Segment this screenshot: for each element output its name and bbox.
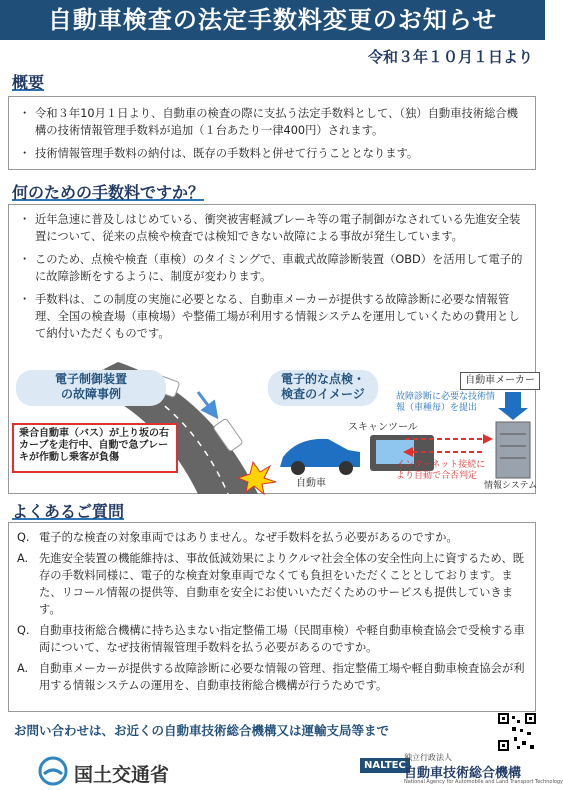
purpose-item: ・ このため、点検や検査（車検）のタイミングで、車載式故障診断装置（OBD）を活用して電子的に故障診断をするように、制度が変わります。 [19,253,523,283]
overview-item: ・ 技術情報管理手数料の納付は、既存の手数料と併せて行うこととなります。 [19,147,419,160]
naltec-english: National Agency for Automobile and Land Transport Technology [404,779,563,785]
faq-question: Q. 電子的な検査の対象車両ではありません。なぜ手数料を払う必要があるのですか。 [17,531,458,544]
purpose-heading: 何のための手数料ですか？ [12,183,205,202]
purpose-item: ・ 手数料は、この制度の実施に必要となる、自動車メーカーが提供する故障診断に必要な情報管理、全国の検査場（車検場）や整備工場が利用する情報システムを運用していくための費用として納付いただくものです。 [19,293,520,340]
page-title: 自動車検査の法定手数料変更のお知らせ [0,0,545,40]
left-illustration-title: 電子制御装置 の故障事例 [16,370,166,406]
mlit-logo-icon [38,756,68,786]
overview-box [8,96,536,170]
effective-date: 令和３年１０月１日より [367,48,533,66]
incident-description: 乗合自動車（バス）が上り坂の右カーブを走行中、自動で急ブレーキが作動し乗客が負傷 [12,423,178,473]
system-label: 情報システム [484,481,538,491]
faq-answer: A. 自動車メーカーが提供する故障診断に必要な情報の管理、指定整備工場や軽自動車検査協会が利用する情報システムの運用を、自動車技術総合機構が行うためです。 [17,662,525,692]
purpose-item: ・ 近年急速に普及しはじめている、衝突被害軽減ブレーキ等の電子制御がなされている先進安全装置について、従来の点検や検査では検知できない故障による事故が発生しています。 [19,213,521,243]
right-illustration-title: 電子的な点検・ 検査のイメージ [268,370,378,406]
server-icon [496,422,530,478]
naltec-sub: 独立行政法人 [404,753,452,762]
naltec-abbr: NALTEC [360,758,410,773]
contact-text: お問い合わせは、お近くの自動車技術総合機構又は運輸支局等まで [14,723,390,738]
overview-heading: 概要 [12,73,45,92]
internet-note: インターネット接続により自動で合否判定 [396,460,486,481]
faq-heading: よくあるご質問 [12,502,125,521]
naltec-name: 自動車技術総合機構 [404,766,522,781]
mlit-name: 国土交通省 [74,764,170,786]
car-label: 自動車 [296,478,326,489]
overview-item: ・ 令和３年10月１日より、自動車の検査の際に支払う法定手数料として、（独）自動車技術総合機構の技術情報管理手数料が追加（１台あたり一律400円）されます。 [19,107,518,137]
qr-code-icon[interactable] [497,712,537,752]
scan-tool-label: スキャンツール [348,422,418,433]
down-arrow-icon [498,392,528,420]
maker-label: 自動車メーカー [460,372,540,390]
faq-question: Q. 自動車技術総合機構に持ち込まない指定整備工場（民間車検）や軽自動車検査協会で受検する車両について、なぜ技術情報管理手数料を払う必要があるのですか。 [17,624,525,654]
faq-answer: A. 先進安全装置の機能維持は、事故低減効果によりクルマ社会全体の安全性向上に資するため、既存の手数料同様に、電子的な検査対象車両でなくても負担をいただくこととしております。また、リコール情報の提供等、自動車を安全にお使いいただくためのサービスも提供していきます。 [17,552,524,616]
maker-note: 故障診断に必要な技術情報（車種毎）を提出 [396,392,496,413]
faq-box [8,522,536,712]
